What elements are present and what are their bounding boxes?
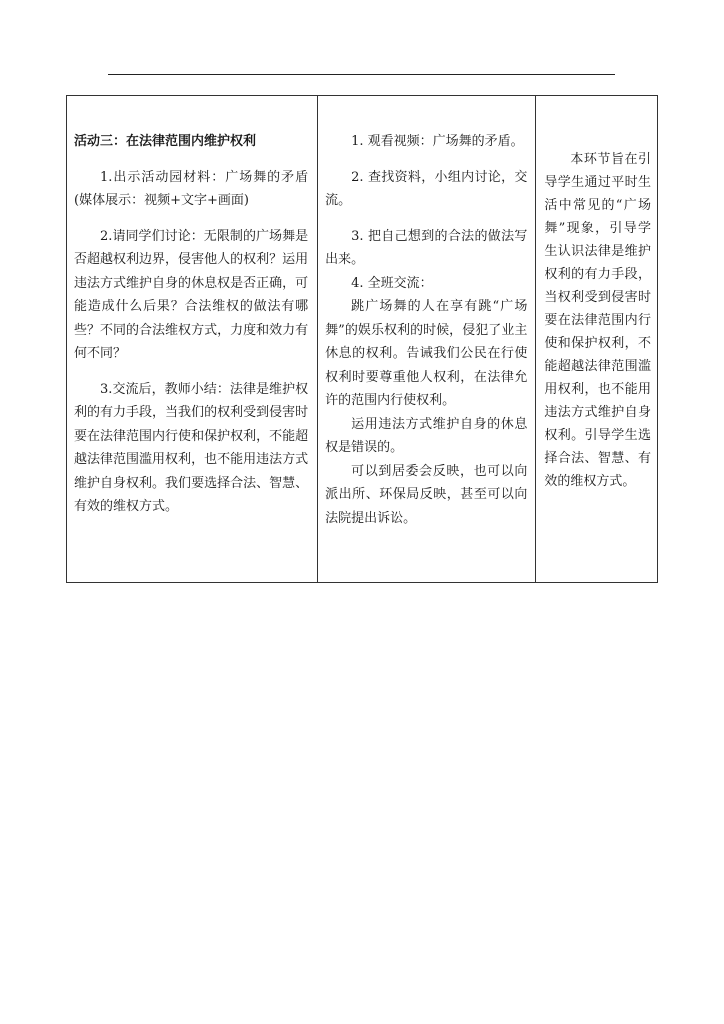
student-exchange-2: 运用违法方式维护自身的休息权是错误的。 xyxy=(325,416,528,455)
activity-title: 活动三：在法律范围内维护权利 xyxy=(74,134,257,149)
teacher-activity-column xyxy=(67,96,318,582)
teacher-step-1: 1.出示活动园材料：广场舞的矛盾 (媒体展示：视频+文字+画面) xyxy=(74,169,309,208)
student-step-2: 2. 查找资料，小组内讨论，交流。 xyxy=(325,169,528,208)
design-intent-text: 本环节旨在引导学生通过平时生活中常见的“广场舞”现象，引导学生认识法律是维护权利的有力手段，当权利受到侵害时要在法律范围内行使和保护权利，不能超越法律范围滥用权利，也不能用违法方式维护自身权利。引导学生选择合法、智慧、有效的维权方式。 xyxy=(544,152,651,489)
design-intent-column xyxy=(536,96,657,582)
lesson-table xyxy=(66,95,658,583)
header-rule xyxy=(108,74,615,75)
teacher-step-3: 3.交流后，教师小结：法律是维护权利的有力手段，当我们的权利受到侵害时要在法律范围内行使和保护权利，不能超越法律范围滥用权利，也不能用违法方式维护自身权利。我们要选择合法、智慧、有效的维权方式。 xyxy=(74,381,309,514)
student-step-1: 1. 观看视频：广场舞的矛盾。 xyxy=(351,134,524,149)
student-activity-column xyxy=(318,96,536,582)
student-exchange-3: 可以到居委会反映，也可以向派出所、环保局反映，甚至可以向法院提出诉讼。 xyxy=(325,463,528,526)
teacher-step-2: 2.请同学们讨论：无限制的广场舞是否超越权利边界，侵害他人的权利？运用违法方式维护自身的休息权是否正确，可能造成什么后果？合法维权的做法有哪些？不同的合法维权方式，力度和效力有何不同？ xyxy=(74,228,309,361)
student-exchange-1: 跳广场舞的人在享有跳“广场舞”的娱乐权利的时候，侵犯了业主休息的权利。告诫我们公民在行使权利时要尊重他人权利，在法律允许的范围内行使权利。 xyxy=(325,299,528,408)
student-step-4: 4. 全班交流： xyxy=(351,275,433,291)
student-step-3: 3. 把自己想到的合法的做法写出来。 xyxy=(325,228,528,267)
